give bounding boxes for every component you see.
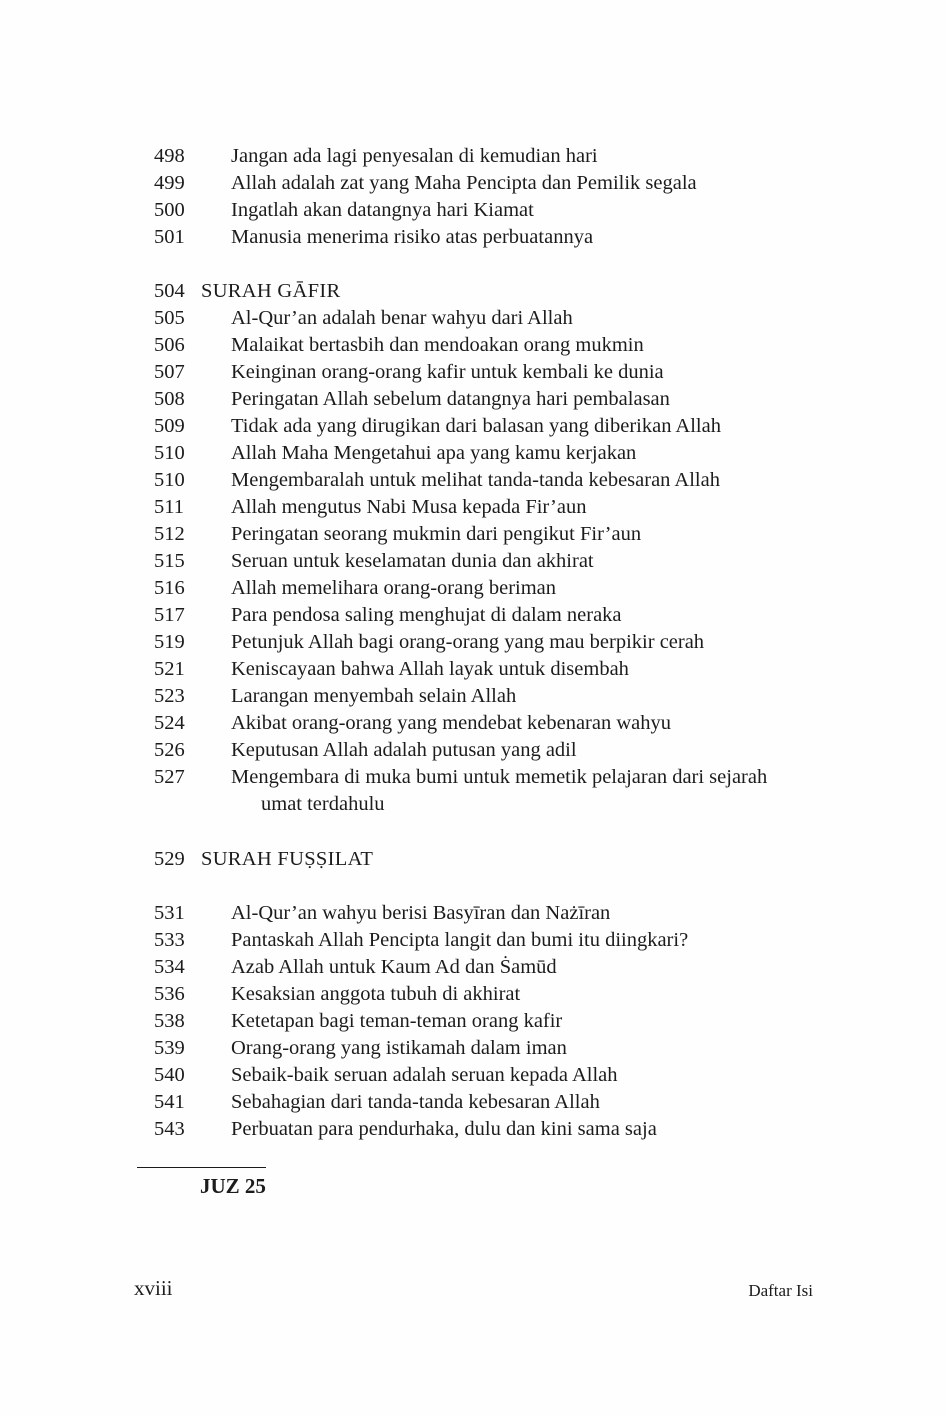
- toc-page-number: 538: [154, 1010, 185, 1032]
- toc-page-number: 516: [154, 577, 185, 599]
- toc-page-number: 519: [154, 631, 185, 653]
- toc-entry-title: Peringatan seorang mukmin dari pengikut Fir’aun: [231, 523, 642, 545]
- toc-page-number: 543: [154, 1118, 185, 1140]
- toc-entry: [0, 359, 946, 386]
- toc-entry-title: Al-Qur’an adalah benar wahyu dari Allah: [231, 307, 573, 329]
- toc-entry-title: Akibat orang-orang yang mendebat kebenaran wahyu: [231, 712, 672, 734]
- toc-entry-title: Kesaksian anggota tubuh di akhirat: [231, 983, 521, 1005]
- toc-page-number: 510: [154, 469, 185, 491]
- toc-entry: [0, 521, 946, 548]
- toc-page-number: 498: [154, 145, 185, 167]
- toc-entry: [0, 1062, 946, 1089]
- toc-entry-title: Petunjuk Allah bagi orang-orang yang mau berpikir cerah: [231, 631, 705, 653]
- toc-page-number: 499: [154, 172, 185, 194]
- toc-page-number: 505: [154, 307, 185, 329]
- toc-entry: [0, 981, 946, 1008]
- toc-entry: [0, 629, 946, 656]
- toc-page-number: 529: [154, 848, 185, 870]
- toc-page-number: 523: [154, 685, 185, 707]
- toc-entry: [0, 548, 946, 575]
- toc-entry-title: Para pendosa saling menghujat di dalam neraka: [231, 604, 622, 626]
- toc-entry: [0, 575, 946, 602]
- toc-page-number: 539: [154, 1037, 185, 1059]
- toc-page-number: 517: [154, 604, 185, 626]
- toc-entry: [0, 927, 946, 954]
- toc-page-number: 515: [154, 550, 185, 572]
- toc-entry-title: Manusia menerima risiko atas perbuatannya: [231, 226, 594, 248]
- toc-page-number: 507: [154, 361, 185, 383]
- toc-surah-heading: [0, 846, 946, 873]
- toc-entry: [0, 602, 946, 629]
- footer-page-number: xviii: [134, 1276, 173, 1300]
- toc-entry-title: Mengembaralah untuk melihat tanda-tanda kebesaran Allah: [231, 469, 720, 491]
- toc-entry-title: Larangan menyembah selain Allah: [231, 685, 517, 707]
- toc-page-number: 512: [154, 523, 185, 545]
- toc-entry: [0, 143, 946, 170]
- toc-page-number: 533: [154, 929, 185, 951]
- toc-entry-title: Seruan untuk keselamatan dunia dan akhirat: [231, 550, 594, 572]
- toc-entry-title: Sebaik-baik seruan adalah seruan kepada Allah: [231, 1064, 618, 1086]
- toc-surah-heading: [0, 278, 946, 305]
- toc-entry: [0, 170, 946, 197]
- toc-entry-title: Peringatan Allah sebelum datangnya hari pembalasan: [231, 388, 670, 410]
- toc-entry: [0, 764, 946, 791]
- toc-entry: [0, 954, 946, 981]
- juz-heading: JUZ 25: [200, 1174, 266, 1198]
- toc-page-number: 524: [154, 712, 185, 734]
- toc-entry: [0, 305, 946, 332]
- toc-entry-title: Azab Allah untuk Kaum Ad dan Ṡamūd: [231, 956, 557, 978]
- toc-entry: [0, 683, 946, 710]
- toc-entry-title: Allah Maha Mengetahui apa yang kamu kerjakan: [231, 442, 637, 464]
- toc-entry: [0, 386, 946, 413]
- toc-page-number: 511: [154, 496, 184, 518]
- toc-page-number: 534: [154, 956, 185, 978]
- toc-page-number: 531: [154, 902, 185, 924]
- toc-entry: [0, 494, 946, 521]
- toc-entry-title: Keputusan Allah adalah putusan yang adil: [231, 739, 577, 761]
- toc-entry: [0, 1008, 946, 1035]
- toc-entry: [0, 900, 946, 927]
- toc-page-number: 541: [154, 1091, 185, 1113]
- toc-page-number: 536: [154, 983, 185, 1005]
- toc-page-number: 500: [154, 199, 185, 221]
- toc-page-number: 506: [154, 334, 185, 356]
- toc-page-number: 540: [154, 1064, 185, 1086]
- toc-page-number: 521: [154, 658, 185, 680]
- toc-entry: [0, 440, 946, 467]
- toc-page-number: 501: [154, 226, 185, 248]
- toc-entry: [0, 710, 946, 737]
- toc-entry-title: Sebahagian dari tanda-tanda kebesaran Allah: [231, 1091, 600, 1113]
- toc-entry-title: Allah adalah zat yang Maha Pencipta dan Pemilik segala: [231, 172, 697, 194]
- toc-page-number: 526: [154, 739, 185, 761]
- toc-entry: [0, 332, 946, 359]
- juz-divider: [137, 1167, 266, 1168]
- toc-entry-title: Tidak ada yang dirugikan dari balasan yang diberikan Allah: [231, 415, 721, 437]
- toc-entry: [0, 1035, 946, 1062]
- footer-section-title: Daftar Isi: [748, 1281, 813, 1300]
- toc-entry-title: Ingatlah akan datangnya hari Kiamat: [231, 199, 534, 221]
- toc-page-number: 510: [154, 442, 185, 464]
- surah-title: SURAH FUṢṢILAT: [201, 848, 374, 870]
- toc-entry-title: Keniscayaan bahwa Allah layak untuk disembah: [231, 658, 629, 680]
- surah-title: SURAH GĀFIR: [201, 280, 341, 302]
- toc-entry-title: Orang-orang yang istikamah dalam iman: [231, 1037, 567, 1059]
- toc-entry: [0, 224, 946, 251]
- toc-entry-title: Ketetapan bagi teman-teman orang kafir: [231, 1010, 563, 1032]
- toc-page-number: 508: [154, 388, 185, 410]
- toc-entry-title: Perbuatan para pendurhaka, dulu dan kini sama saja: [231, 1118, 657, 1140]
- toc-page-number: 504: [154, 280, 185, 302]
- toc-entry-title: Keinginan orang-orang kafir untuk kembali ke dunia: [231, 361, 664, 383]
- toc-entry-title: Pantaskah Allah Pencipta langit dan bumi itu diingkari?: [231, 929, 689, 951]
- toc-entry-title: umat terdahulu: [261, 793, 385, 815]
- toc-entry-title: Malaikat bertasbih dan mendoakan orang mukmin: [231, 334, 644, 356]
- toc-entry-continuation: [0, 791, 946, 818]
- toc-page-number: 527: [154, 766, 185, 788]
- toc-entry: [0, 467, 946, 494]
- toc-entry: [0, 656, 946, 683]
- toc-entry: [0, 1089, 946, 1116]
- toc-entry: [0, 737, 946, 764]
- toc-entry-title: Al-Qur’an wahyu berisi Basyīran dan Nażīran: [231, 902, 611, 924]
- toc-entry: [0, 413, 946, 440]
- toc-entry: [0, 1116, 946, 1143]
- toc-entry-title: Allah mengutus Nabi Musa kepada Fir’aun: [231, 496, 587, 518]
- toc-page-number: 509: [154, 415, 185, 437]
- toc-entry: [0, 197, 946, 224]
- toc-entry-title: Mengembara di muka bumi untuk memetik pelajaran dari sejarah: [231, 766, 768, 788]
- toc-entry-title: Jangan ada lagi penyesalan di kemudian hari: [231, 145, 598, 167]
- toc-entry-title: Allah memelihara orang-orang beriman: [231, 577, 557, 599]
